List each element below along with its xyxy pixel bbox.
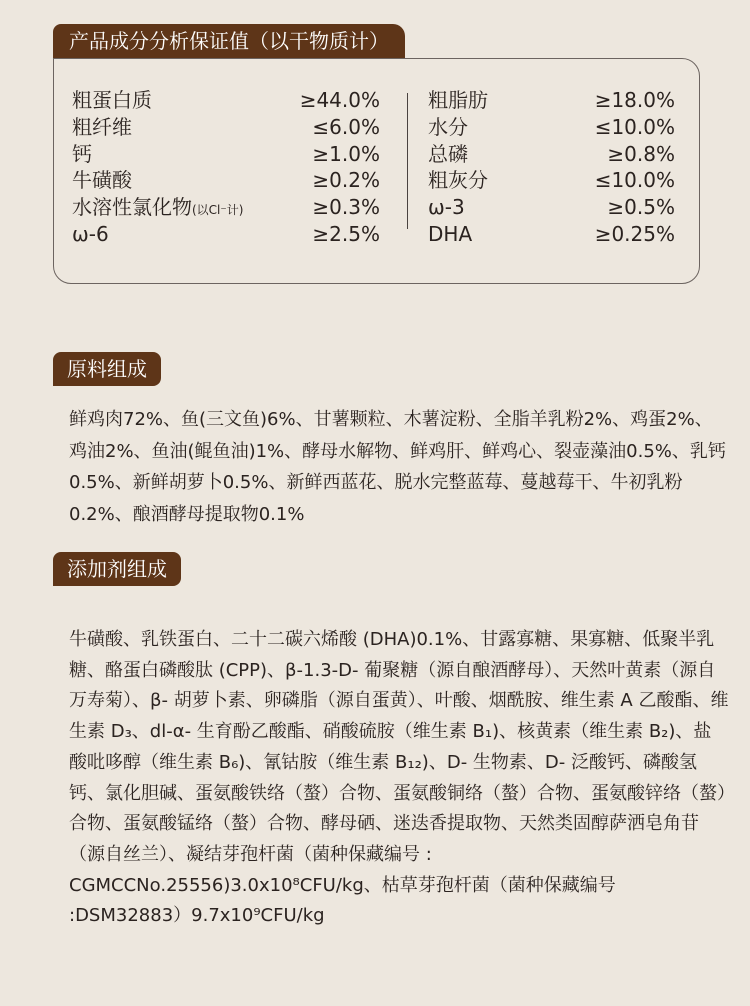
raw-materials-section-title: 原料组成 bbox=[53, 352, 161, 386]
nutrient-value: ≥0.5% bbox=[607, 195, 675, 220]
nutrient-name: ω-6 bbox=[72, 221, 109, 246]
nutrient-name: DHA bbox=[428, 221, 473, 246]
nutrient-value: ≥44.0% bbox=[299, 88, 380, 112]
analysis-row bbox=[72, 114, 380, 141]
raw-materials-text: 鲜鸡肉72%、鱼(三文鱼)6%、甘薯颗粒、木薯淀粉、全脂羊乳粉2%、鸡蛋2%、鸡油2%、鱼油(鲲鱼油)1%、酵母水解物、鲜鸡肝、鲜鸡心、裂壶藻油0.5%、乳钙0.5%、新鲜胡萝卜0.5%、新鲜西蓝花、脱水完整蓝莓、蔓越莓干、牛初乳粉0.2%、酿酒酵母提取物0.1% bbox=[69, 409, 726, 525]
analysis-row bbox=[72, 194, 380, 221]
nutrient-value: ≤6.0% bbox=[312, 114, 380, 139]
nutrient-value: ≥0.2% bbox=[312, 168, 380, 193]
additives-section-title: 添加剂组成 bbox=[53, 552, 181, 586]
nutrient-value: ≤10.0% bbox=[594, 114, 675, 139]
analysis-row bbox=[72, 87, 380, 114]
analysis-section-title: 产品成分分析保证值（以干物质计） bbox=[53, 24, 405, 58]
nutrient-value: ≥1.0% bbox=[312, 141, 380, 166]
nutrient-name: ω-3 bbox=[428, 195, 465, 220]
nutrient-value: ≤10.0% bbox=[594, 168, 675, 193]
analysis-row bbox=[428, 194, 675, 221]
nutrient-name: 总磷 bbox=[428, 141, 468, 166]
nutrient-name: 牛磺酸 bbox=[72, 168, 132, 193]
analysis-row bbox=[428, 87, 675, 114]
nutrient-name-text: 水溶性氯化物 bbox=[72, 195, 192, 220]
analysis-row bbox=[428, 114, 675, 141]
analysis-row bbox=[72, 221, 380, 248]
analysis-row bbox=[428, 141, 675, 168]
nutrient-name: 粗纤维 bbox=[72, 114, 132, 139]
nutrient-value: ≥18.0% bbox=[594, 88, 675, 112]
nutrient-value: ≥2.5% bbox=[312, 221, 380, 246]
nutrient-name: 粗蛋白质 bbox=[72, 88, 152, 112]
nutrient-name bbox=[72, 194, 243, 221]
column-divider bbox=[407, 93, 408, 229]
nutrient-value: ≥0.8% bbox=[607, 141, 675, 166]
nutrient-value: ≥0.25% bbox=[594, 221, 675, 246]
additives-text: 牛磺酸、乳铁蛋白、二十二碳六烯酸 (DHA)0.1%、甘露寡糖、果寡糖、低聚半乳糖、酪蛋白磷酸肽 (CPP)、β-1.3-D- 葡聚糖（源自酿酒酵母）、天然叶黄素（源自万寿菊）、β- 胡萝卜素、卵磷脂（源自蛋黄）、叶酸、烟酰胺、维生素 A 乙酸酯、维生素 D₃、dl-α- 生育酚乙酸酯、硝酸硫胺（维生素 B₁)、核黄素（维生素 B₂)、盐酸吡哆醇（维生素 B₆)、氰钴胺（维生素 B₁₂)、D- 生物素、D- 泛酸钙、磷酸氢钙、氯化胆碱、蛋氨酸铁络（螯）合物、蛋氨酸铜络（螯）合物、蛋氨酸锌络（螯）合物、蛋氨酸锰络（螯）合物、酵母硒、迷迭香提取物、天然类固醇萨洒皂角苷（源自丝兰）、凝结芽孢杆菌（菌种保藏编号 : CGMCCNo.25556)3.0x10⁸CFU/kg、枯草芽孢杆菌（菌种保藏编号 :DSM32883）9.7x10⁹CFU/kg bbox=[69, 629, 729, 927]
nutrient-name: 钙 bbox=[72, 141, 92, 166]
analysis-left-column bbox=[72, 87, 380, 248]
analysis-right-column bbox=[428, 87, 675, 248]
analysis-row bbox=[72, 141, 380, 168]
analysis-row bbox=[428, 221, 675, 248]
nutrient-note: (以Cl⁻计) bbox=[192, 203, 244, 218]
analysis-row bbox=[428, 167, 675, 194]
analysis-row bbox=[72, 167, 380, 194]
analysis-table bbox=[53, 58, 700, 284]
nutrient-name: 粗灰分 bbox=[428, 168, 488, 193]
nutrient-value: ≥0.3% bbox=[312, 195, 380, 220]
nutrient-name: 粗脂肪 bbox=[428, 88, 488, 112]
nutrient-name: 水分 bbox=[428, 114, 468, 139]
